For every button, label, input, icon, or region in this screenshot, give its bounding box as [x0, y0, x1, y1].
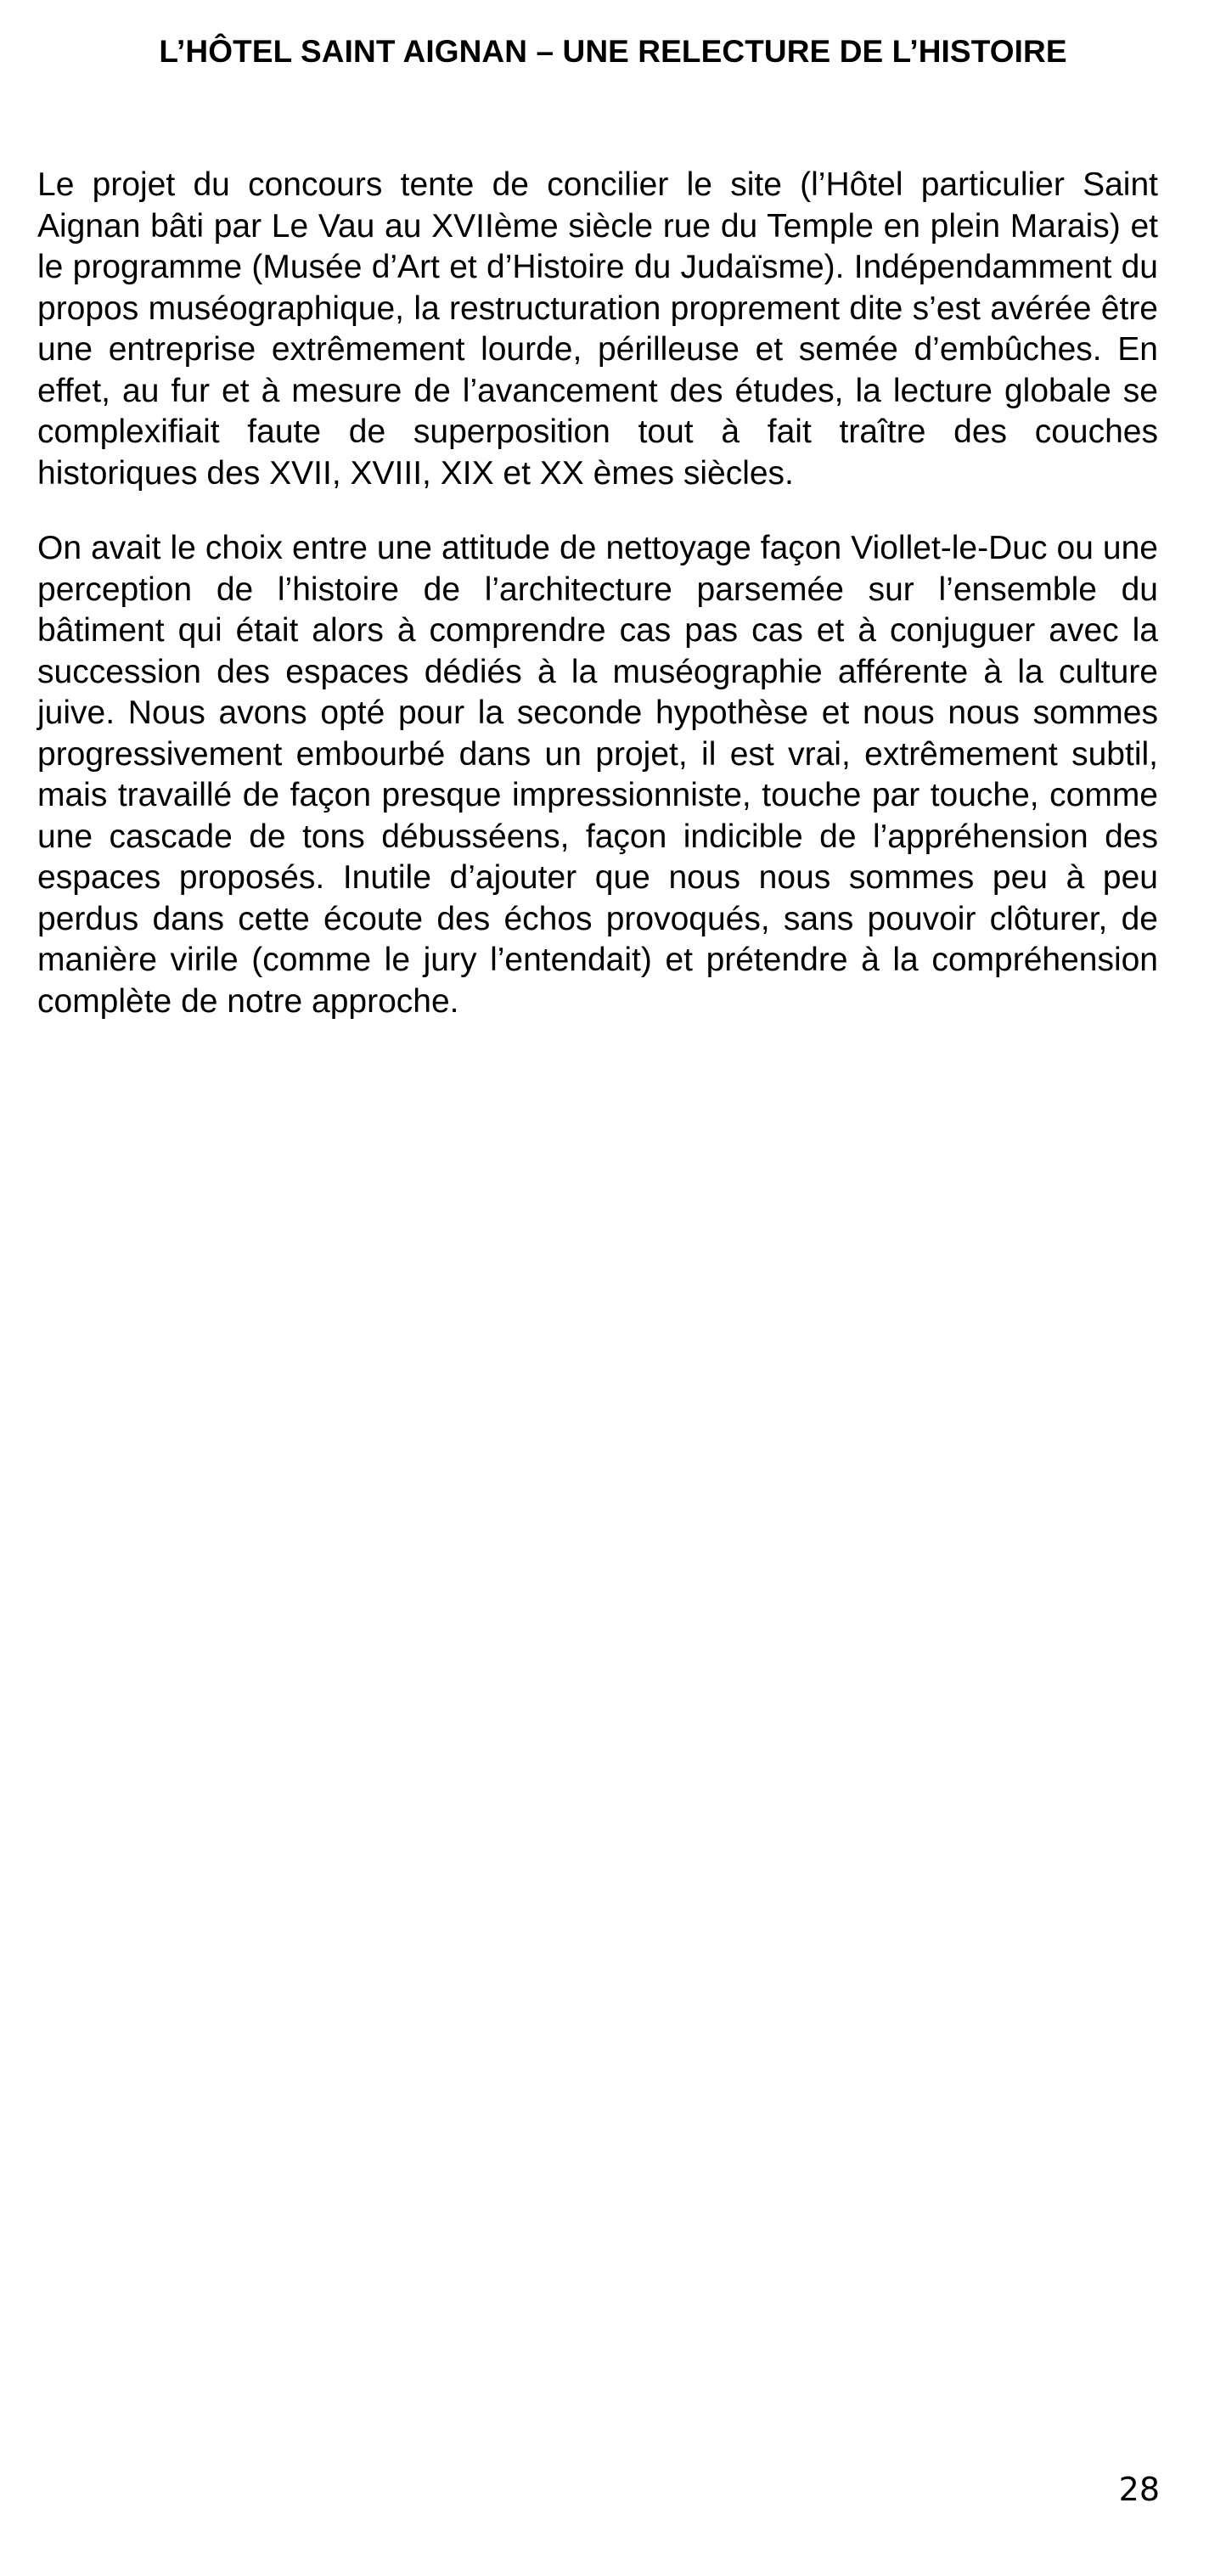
body-text — [37, 165, 1158, 1056]
paragraph-1: Le projet du concours tente de concilier le site (l’Hôtel particulier Saint Aignan bâti par Le Vau au XVIIème siècle rue du Temple en plein Marais) et le programme (Musée d’Art et d’Histoire du Judaïsme). Indépendamment du propos muséographique, la restructuration proprement dite s’est avérée être une entreprise extrêmement lourde, périlleuse et semée d’embûches. En effet, au fur et à mesure de l’avancement des études, la lecture globale se complexifiait faute de superposition tout à fait traître des couches historiques des XVII, XVIII, XIX et XX èmes siècles. — [37, 166, 1158, 492]
page-number: 28 — [1118, 2471, 1160, 2508]
page-title: L’HÔTEL SAINT AIGNAN – UNE RELECTURE DE L’HISTOIRE — [159, 33, 1067, 69]
paragraph-2: On avait le choix entre une attitude de nettoyage façon Viollet-le-Duc ou une perception de l’histoire de l’architecture parsemée sur l’ensemble du bâtiment qui était alors à comprendre cas pas cas et à conjuguer avec la succession des espaces dédiés à la muséographie afférente à la culture juive. Nous avons opté pour la seconde hypothèse et nous nous sommes progressivement embourbé dans un projet, il est vrai, extrêmement subtil, mais travaillé de façon presque impressionniste, touche par touche, comme une cascade de tons débusséens, façon indicible de l’appréhension des espaces proposés. Inutile d’ajouter que nous nous sommes peu à peu perdus dans cette écoute des échos provoqués, sans pouvoir clôturer, de manière virile (comme le jury l’entendait) et prétendre à la compréhension complète de notre approche. — [37, 530, 1158, 1020]
